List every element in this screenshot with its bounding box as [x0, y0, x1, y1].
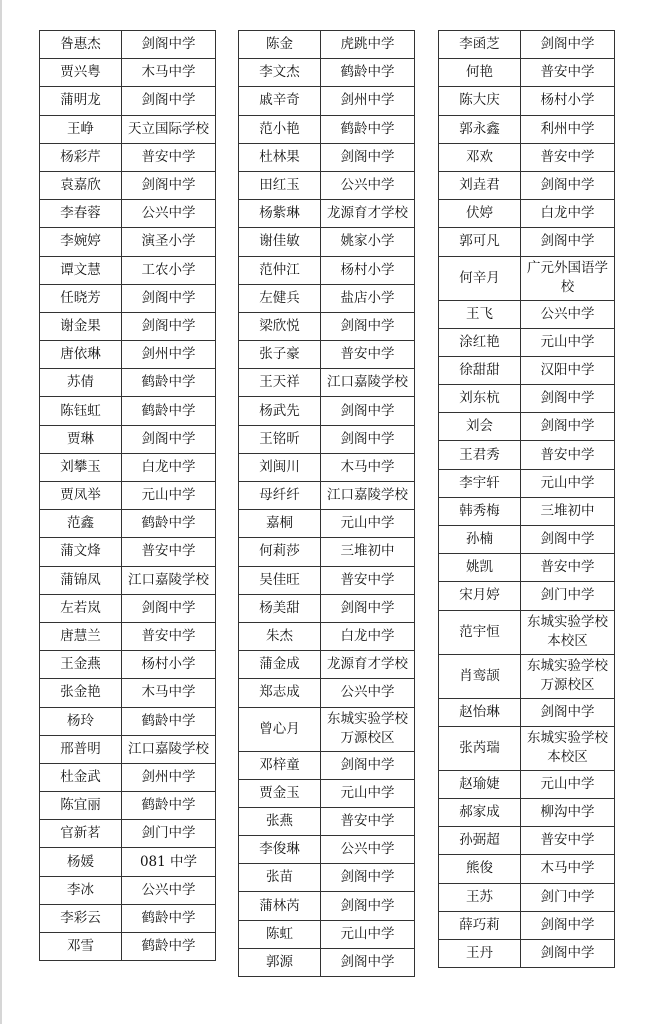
school-name-cell: 公兴中学	[122, 876, 216, 904]
school-name-cell: 普安中学	[122, 622, 216, 650]
student-name-cell: 陈宜丽	[40, 792, 122, 820]
school-name-cell: 剑阁中学	[521, 31, 615, 59]
student-name-cell: 张金艳	[40, 679, 122, 707]
roster-table-column-2	[238, 30, 415, 977]
student-name-cell: 孙弼超	[439, 827, 521, 855]
school-name-cell: 江口嘉陵学校	[122, 566, 216, 594]
table-row	[40, 848, 216, 876]
school-name-cell: 柳沟中学	[521, 798, 615, 826]
school-name-cell: 东城实验学校万源校区	[321, 707, 415, 751]
school-name-cell: 公兴中学	[321, 836, 415, 864]
student-name-cell: 戚辛奇	[239, 87, 321, 115]
student-name-cell: 王峥	[40, 115, 122, 143]
student-name-cell: 郭永鑫	[439, 115, 521, 143]
student-name-cell: 邓雪	[40, 933, 122, 961]
school-name-cell: 剑阁中学	[521, 413, 615, 441]
table-row	[439, 497, 615, 525]
school-name-cell: 剑阁中学	[521, 698, 615, 726]
student-name-cell: 谭文慧	[40, 256, 122, 284]
table-row	[40, 171, 216, 199]
student-name-cell: 王丹	[439, 939, 521, 967]
table-row	[239, 864, 415, 892]
student-name-cell: 刘会	[439, 413, 521, 441]
table-row	[40, 622, 216, 650]
student-name-cell: 徐甜甜	[439, 356, 521, 384]
student-name-cell: 田红玉	[239, 171, 321, 199]
student-name-cell: 肖鸾颉	[439, 654, 521, 698]
table-row	[439, 31, 615, 59]
student-name-cell: 蒲锦凤	[40, 566, 122, 594]
table-row	[239, 751, 415, 779]
student-name-cell: 杨武先	[239, 397, 321, 425]
student-name-cell: 蒲金成	[239, 651, 321, 679]
school-name-cell: 鹤龄中学	[122, 904, 216, 932]
student-name-cell: 韩秀梅	[439, 497, 521, 525]
table-row	[40, 425, 216, 453]
student-name-cell: 邓梓童	[239, 751, 321, 779]
school-name-cell: 工农小学	[122, 256, 216, 284]
table-row	[40, 538, 216, 566]
school-name-cell: 普安中学	[122, 538, 216, 566]
school-name-cell: 剑阁中学	[321, 751, 415, 779]
school-name-cell: 鹤龄中学	[122, 510, 216, 538]
table-row	[40, 87, 216, 115]
table-row	[239, 115, 415, 143]
school-name-cell: 鹤龄中学	[122, 397, 216, 425]
student-name-cell: 官新茗	[40, 820, 122, 848]
school-name-cell: 江口嘉陵学校	[321, 369, 415, 397]
student-name-cell: 何辛月	[439, 256, 521, 300]
school-name-cell: 鹤龄中学	[122, 933, 216, 961]
student-name-cell: 范宇恒	[439, 610, 521, 654]
table-row	[239, 59, 415, 87]
table-row	[40, 59, 216, 87]
school-name-cell: 剑阁中学	[321, 864, 415, 892]
school-name-cell: 三堆初中	[321, 538, 415, 566]
table-row	[439, 413, 615, 441]
table-row	[40, 820, 216, 848]
school-name-cell: 剑阁中学	[122, 171, 216, 199]
table-row	[40, 792, 216, 820]
school-name-cell: 鹤龄中学	[122, 792, 216, 820]
table-row	[40, 115, 216, 143]
student-name-cell: 张燕	[239, 807, 321, 835]
student-name-cell: 陈金	[239, 31, 321, 59]
school-name-cell: 演圣小学	[122, 228, 216, 256]
student-name-cell: 贾凤举	[40, 482, 122, 510]
table-row	[40, 482, 216, 510]
student-name-cell: 杨紫琳	[239, 200, 321, 228]
student-name-cell: 王飞	[439, 300, 521, 328]
school-name-cell: 盐店小学	[321, 284, 415, 312]
school-name-cell: 剑阁中学	[122, 312, 216, 340]
student-name-cell: 郭可凡	[439, 228, 521, 256]
table-row	[439, 171, 615, 199]
table-row	[439, 356, 615, 384]
table-row	[40, 31, 216, 59]
student-name-cell: 贾金玉	[239, 779, 321, 807]
table-row	[239, 228, 415, 256]
table-row	[40, 200, 216, 228]
school-name-cell: 剑阁中学	[321, 892, 415, 920]
student-name-cell: 薛巧莉	[439, 911, 521, 939]
table-row	[239, 87, 415, 115]
table-row	[40, 369, 216, 397]
school-name-cell: 剑阁中学	[321, 143, 415, 171]
table-row	[439, 798, 615, 826]
table-row	[439, 726, 615, 770]
student-name-cell: 邓欢	[439, 143, 521, 171]
school-name-cell: 天立国际学校	[122, 115, 216, 143]
school-name-cell: 广元外国语学校	[521, 256, 615, 300]
school-name-cell: 剑阁中学	[521, 385, 615, 413]
table-row	[40, 763, 216, 791]
table-row	[239, 779, 415, 807]
school-name-cell: 081 中学	[122, 848, 216, 876]
school-name-cell: 剑阁中学	[122, 31, 216, 59]
student-name-cell: 李春蓉	[40, 200, 122, 228]
table-row	[439, 526, 615, 554]
table-row	[239, 594, 415, 622]
school-name-cell: 普安中学	[321, 566, 415, 594]
school-name-cell: 剑门中学	[521, 582, 615, 610]
table-row	[239, 341, 415, 369]
student-name-cell: 刘垚君	[439, 171, 521, 199]
table-row	[239, 510, 415, 538]
school-name-cell: 元山中学	[521, 328, 615, 356]
table-row	[439, 328, 615, 356]
table-row	[40, 566, 216, 594]
student-name-cell: 陈大庆	[439, 87, 521, 115]
school-name-cell: 剑阁中学	[122, 87, 216, 115]
table-row	[239, 538, 415, 566]
student-name-cell: 范小艳	[239, 115, 321, 143]
page-left-edge	[0, 0, 2, 1024]
student-name-cell: 刘攀玉	[40, 453, 122, 481]
student-name-cell: 李文杰	[239, 59, 321, 87]
student-name-cell: 伏婷	[439, 200, 521, 228]
school-name-cell: 鹤龄中学	[321, 115, 415, 143]
school-name-cell: 东城实验学校本校区	[521, 610, 615, 654]
school-name-cell: 东城实验学校万源校区	[521, 654, 615, 698]
student-name-cell: 邢普明	[40, 735, 122, 763]
table-row	[439, 256, 615, 300]
table-row	[40, 397, 216, 425]
student-name-cell: 熊俊	[439, 855, 521, 883]
school-name-cell: 普安中学	[521, 441, 615, 469]
school-name-cell: 东城实验学校本校区	[521, 726, 615, 770]
student-name-cell: 刘闽川	[239, 453, 321, 481]
table-row	[439, 143, 615, 171]
school-name-cell: 剑阁中学	[321, 425, 415, 453]
school-name-cell: 剑阁中学	[122, 425, 216, 453]
school-name-cell: 普安中学	[521, 59, 615, 87]
table-row	[439, 698, 615, 726]
school-name-cell: 三堆初中	[521, 497, 615, 525]
student-name-cell: 昝惠杰	[40, 31, 122, 59]
school-name-cell: 剑门中学	[521, 883, 615, 911]
school-name-cell: 剑阁中学	[321, 594, 415, 622]
roster-table-column-3	[438, 30, 615, 968]
table-row	[439, 911, 615, 939]
school-name-cell: 元山中学	[321, 510, 415, 538]
table-row	[239, 566, 415, 594]
student-name-cell: 李冰	[40, 876, 122, 904]
table-row	[239, 284, 415, 312]
student-name-cell: 涂红艳	[439, 328, 521, 356]
school-name-cell: 元山中学	[321, 779, 415, 807]
school-name-cell: 木马中学	[321, 453, 415, 481]
student-name-cell: 母纤纤	[239, 482, 321, 510]
student-name-cell: 朱杰	[239, 622, 321, 650]
school-name-cell: 剑阁中学	[521, 228, 615, 256]
student-name-cell: 任晓芳	[40, 284, 122, 312]
table-row	[439, 883, 615, 911]
student-name-cell: 唐慧兰	[40, 622, 122, 650]
student-name-cell: 杜林果	[239, 143, 321, 171]
school-name-cell: 普安中学	[521, 827, 615, 855]
school-name-cell: 剑阁中学	[521, 939, 615, 967]
school-name-cell: 剑阁中学	[321, 397, 415, 425]
school-name-cell: 剑阁中学	[521, 171, 615, 199]
table-row	[40, 904, 216, 932]
table-row	[239, 200, 415, 228]
student-name-cell: 杜金武	[40, 763, 122, 791]
table-row	[239, 256, 415, 284]
student-name-cell: 赵怡琳	[439, 698, 521, 726]
school-name-cell: 元山中学	[521, 469, 615, 497]
school-name-cell: 木马中学	[122, 59, 216, 87]
school-name-cell: 汉阳中学	[521, 356, 615, 384]
school-name-cell: 鹤龄中学	[122, 369, 216, 397]
student-name-cell: 李俊琳	[239, 836, 321, 864]
table-row	[239, 482, 415, 510]
table-row	[40, 594, 216, 622]
table-row	[40, 256, 216, 284]
student-name-cell: 左健兵	[239, 284, 321, 312]
school-name-cell: 剑门中学	[122, 820, 216, 848]
school-name-cell: 公兴中学	[521, 300, 615, 328]
table-row	[439, 855, 615, 883]
school-name-cell: 公兴中学	[321, 679, 415, 707]
school-name-cell: 白龙中学	[321, 622, 415, 650]
table-row	[439, 469, 615, 497]
school-name-cell: 虎跳中学	[321, 31, 415, 59]
table-row	[40, 228, 216, 256]
student-name-cell: 唐依琳	[40, 341, 122, 369]
student-name-cell: 苏倩	[40, 369, 122, 397]
school-name-cell: 龙源育才学校	[321, 651, 415, 679]
student-name-cell: 何莉莎	[239, 538, 321, 566]
student-name-cell: 张苗	[239, 864, 321, 892]
table-row	[40, 933, 216, 961]
table-row	[40, 679, 216, 707]
student-name-cell: 杨玲	[40, 707, 122, 735]
school-name-cell: 剑阁中学	[521, 911, 615, 939]
school-name-cell: 白龙中学	[122, 453, 216, 481]
student-name-cell: 杨美甜	[239, 594, 321, 622]
school-name-cell: 剑州中学	[321, 87, 415, 115]
student-name-cell: 范鑫	[40, 510, 122, 538]
table-row	[239, 948, 415, 976]
school-name-cell: 鹤龄中学	[122, 707, 216, 735]
student-name-cell: 李婉婷	[40, 228, 122, 256]
table-row	[439, 610, 615, 654]
school-name-cell: 木马中学	[122, 679, 216, 707]
student-name-cell: 梁欣悦	[239, 312, 321, 340]
student-name-cell: 王苏	[439, 883, 521, 911]
student-name-cell: 左若岚	[40, 594, 122, 622]
student-name-cell: 王金燕	[40, 651, 122, 679]
table-row	[439, 654, 615, 698]
school-name-cell: 元山中学	[122, 482, 216, 510]
table-row	[439, 827, 615, 855]
student-name-cell: 谢佳敏	[239, 228, 321, 256]
student-name-cell: 李彩云	[40, 904, 122, 932]
student-name-cell: 范仲江	[239, 256, 321, 284]
student-name-cell: 宋月婷	[439, 582, 521, 610]
student-name-cell: 刘东杭	[439, 385, 521, 413]
school-name-cell: 江口嘉陵学校	[122, 735, 216, 763]
table-row	[439, 300, 615, 328]
table-row	[40, 876, 216, 904]
table-row	[239, 651, 415, 679]
table-row	[40, 510, 216, 538]
student-name-cell: 李宇轩	[439, 469, 521, 497]
school-name-cell: 剑州中学	[122, 763, 216, 791]
table-row	[439, 59, 615, 87]
table-row	[439, 939, 615, 967]
table-row	[239, 312, 415, 340]
student-name-cell: 贾琳	[40, 425, 122, 453]
school-name-cell: 杨村小学	[521, 87, 615, 115]
table-row	[239, 707, 415, 751]
school-name-cell: 元山中学	[521, 770, 615, 798]
table-row	[439, 770, 615, 798]
student-name-cell: 张子豪	[239, 341, 321, 369]
table-row	[439, 554, 615, 582]
student-name-cell: 孙楠	[439, 526, 521, 554]
table-row	[239, 920, 415, 948]
student-name-cell: 袁嘉欣	[40, 171, 122, 199]
table-row	[239, 836, 415, 864]
student-name-cell: 何艳	[439, 59, 521, 87]
table-row	[239, 397, 415, 425]
school-name-cell: 剑阁中学	[122, 594, 216, 622]
student-name-cell: 张芮瑞	[439, 726, 521, 770]
table-row	[40, 651, 216, 679]
table-row	[439, 87, 615, 115]
table-row	[439, 228, 615, 256]
table-row	[439, 115, 615, 143]
table-row	[239, 31, 415, 59]
student-name-cell: 李函芝	[439, 31, 521, 59]
school-name-cell: 普安中学	[521, 554, 615, 582]
student-name-cell: 郝家成	[439, 798, 521, 826]
student-name-cell: 蒲林芮	[239, 892, 321, 920]
school-name-cell: 姚家小学	[321, 228, 415, 256]
school-name-cell: 普安中学	[521, 143, 615, 171]
student-name-cell: 吴佳旺	[239, 566, 321, 594]
table-row	[40, 707, 216, 735]
table-row	[239, 892, 415, 920]
table-row	[439, 385, 615, 413]
school-name-cell: 龙源育才学校	[321, 200, 415, 228]
school-name-cell: 木马中学	[521, 855, 615, 883]
table-row	[239, 679, 415, 707]
school-name-cell: 剑阁中学	[521, 526, 615, 554]
school-name-cell: 剑州中学	[122, 341, 216, 369]
table-row	[40, 143, 216, 171]
school-name-cell: 普安中学	[321, 807, 415, 835]
school-name-cell: 白龙中学	[521, 200, 615, 228]
table-row	[40, 735, 216, 763]
student-name-cell: 蒲明龙	[40, 87, 122, 115]
student-name-cell: 姚凯	[439, 554, 521, 582]
student-name-cell: 郭源	[239, 948, 321, 976]
school-name-cell: 公兴中学	[321, 171, 415, 199]
table-row	[40, 284, 216, 312]
table-row	[239, 622, 415, 650]
table-row	[40, 341, 216, 369]
school-name-cell: 鹤龄中学	[321, 59, 415, 87]
student-name-cell: 陈虹	[239, 920, 321, 948]
school-name-cell: 江口嘉陵学校	[321, 482, 415, 510]
student-name-cell: 王君秀	[439, 441, 521, 469]
student-name-cell: 赵瑜婕	[439, 770, 521, 798]
school-name-cell: 剑阁中学	[321, 948, 415, 976]
school-name-cell: 公兴中学	[122, 200, 216, 228]
student-name-cell: 曾心月	[239, 707, 321, 751]
table-row	[239, 143, 415, 171]
table-row	[439, 200, 615, 228]
school-name-cell: 普安中学	[122, 143, 216, 171]
table-row	[239, 425, 415, 453]
student-name-cell: 王天祥	[239, 369, 321, 397]
student-name-cell: 王铭昕	[239, 425, 321, 453]
roster-table-column-1	[39, 30, 216, 961]
student-name-cell: 蒲文烽	[40, 538, 122, 566]
table-row	[439, 582, 615, 610]
school-name-cell: 剑阁中学	[122, 284, 216, 312]
student-name-cell: 杨彩芹	[40, 143, 122, 171]
school-name-cell: 杨村小学	[321, 256, 415, 284]
student-name-cell: 嘉桐	[239, 510, 321, 538]
student-name-cell: 郑志成	[239, 679, 321, 707]
school-name-cell: 利州中学	[521, 115, 615, 143]
table-row	[40, 312, 216, 340]
student-name-cell: 贾兴粤	[40, 59, 122, 87]
table-row	[40, 453, 216, 481]
table-row	[439, 441, 615, 469]
table-row	[239, 807, 415, 835]
table-row	[239, 171, 415, 199]
school-name-cell: 剑阁中学	[321, 312, 415, 340]
table-row	[239, 369, 415, 397]
student-name-cell: 杨媛	[40, 848, 122, 876]
school-name-cell: 元山中学	[321, 920, 415, 948]
school-name-cell: 普安中学	[321, 341, 415, 369]
school-name-cell: 杨村小学	[122, 651, 216, 679]
table-row	[239, 453, 415, 481]
student-name-cell: 陈钰虹	[40, 397, 122, 425]
student-name-cell: 谢金果	[40, 312, 122, 340]
